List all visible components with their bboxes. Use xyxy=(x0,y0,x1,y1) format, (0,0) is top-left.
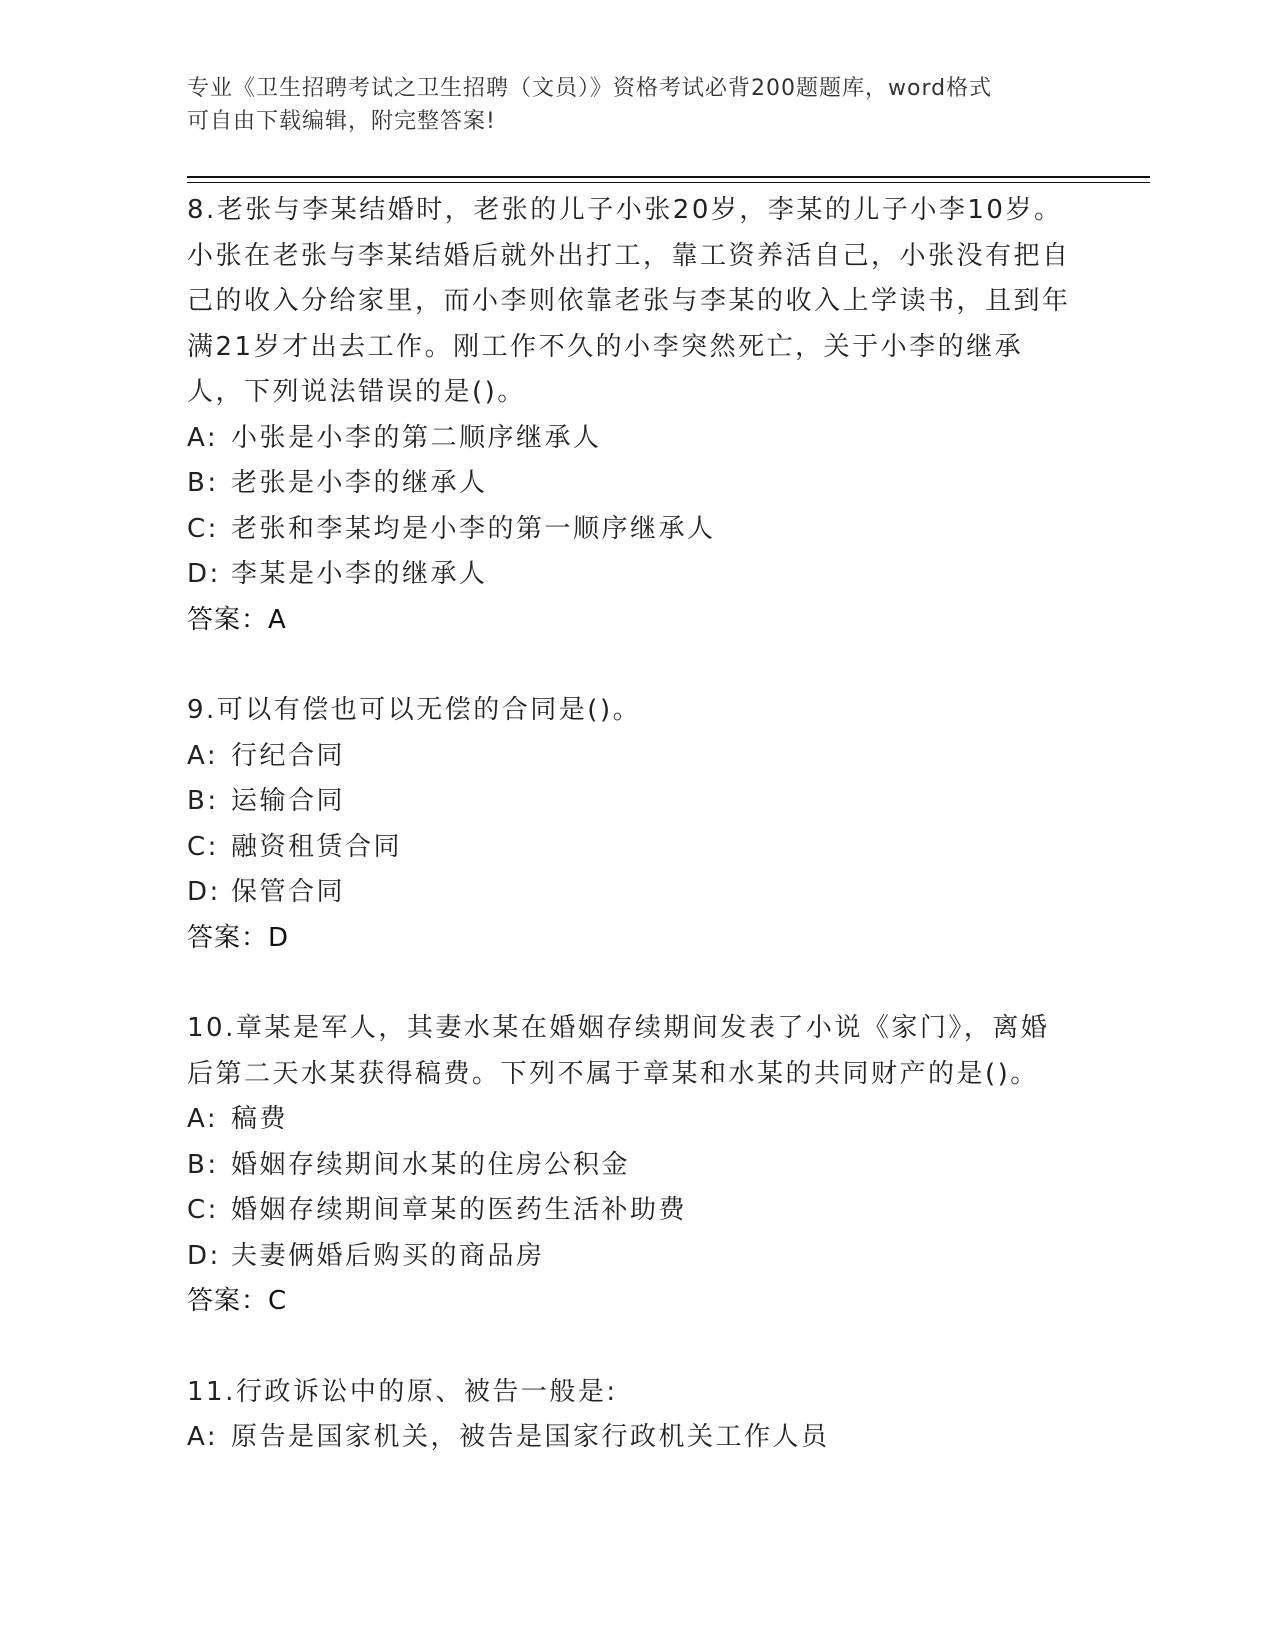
option-letter: C: xyxy=(187,513,219,544)
option-text: 李某是小李的继承人 xyxy=(231,559,488,589)
option-letter: D: xyxy=(187,1240,221,1271)
option-letter: A: xyxy=(187,422,219,453)
option-text: 婚姻存续期间水某的住房公积金 xyxy=(231,1149,631,1180)
option-text: 老张和李某均是小李的第一顺序继承人 xyxy=(231,513,716,544)
option-b xyxy=(187,1143,1077,1189)
option-letter: C: xyxy=(187,1195,219,1225)
question-8 xyxy=(187,188,1077,643)
option-text: 运输合同 xyxy=(231,786,346,816)
option-letter: A: xyxy=(187,1104,219,1134)
option-letter: B: xyxy=(187,786,219,816)
option-a xyxy=(187,1415,1077,1461)
question-stem: 10.章某是军人，其妻水某在婚姻存续期间发表了小说《家门》，离婚后第二天水某获得稿费。下列不属于章某和水某的共同财产的是()。 xyxy=(187,1013,1050,1089)
header-title-line-1: 专业《卫生招聘考试之卫生招聘（文员）》资格考试必背200题题库，word格式 xyxy=(187,76,993,101)
option-letter: A: xyxy=(187,740,219,771)
header-divider xyxy=(187,176,1150,183)
option-letter: B: xyxy=(187,468,219,498)
option-text: 保管合同 xyxy=(231,877,346,907)
option-c xyxy=(187,1188,1077,1234)
question-stem: 8.老张与李某结婚时，老张的儿子小张20岁，李某的儿子小李10岁。小张在老张与李某结婚后就外出打工，靠工资养活自己，小张没有把自己的收入分给家里，而小李则依靠老张与李某的收入上学读书，且到年满21岁才出去工作。刚工作不久的小李突然死亡，关于小李的继承人，下列说法错误的是()。 xyxy=(187,195,1071,407)
question-stem: 11.行政诉讼中的原、被告一般是: xyxy=(187,1376,618,1407)
option-b xyxy=(187,461,1077,507)
option-d xyxy=(187,870,1077,916)
option-text: 稿费 xyxy=(231,1104,289,1134)
option-letter: B: xyxy=(187,1149,219,1180)
question-9 xyxy=(187,688,1077,961)
document-header xyxy=(187,72,1087,138)
question-10 xyxy=(187,1006,1077,1325)
option-letter: D: xyxy=(187,559,221,589)
option-text: 婚姻存续期间章某的医药生活补助费 xyxy=(231,1195,688,1225)
option-a xyxy=(187,416,1077,462)
option-c xyxy=(187,507,1077,553)
option-letter: C: xyxy=(187,831,219,862)
answer-label: 答案：C xyxy=(187,1286,288,1316)
option-d xyxy=(187,552,1077,598)
option-a xyxy=(187,1097,1077,1143)
answer-label: 答案：D xyxy=(187,922,290,953)
option-c xyxy=(187,825,1077,871)
option-text: 老张是小李的继承人 xyxy=(231,468,488,498)
option-letter: D: xyxy=(187,877,221,907)
option-text: 小张是小李的第二顺序继承人 xyxy=(231,422,602,453)
question-list xyxy=(187,188,1077,1506)
option-b xyxy=(187,779,1077,825)
header-title-line-2: 可自由下载编辑，附完整答案! xyxy=(187,109,496,134)
option-d xyxy=(187,1234,1077,1280)
option-text: 夫妻俩婚后购买的商品房 xyxy=(231,1240,545,1271)
question-11 xyxy=(187,1370,1077,1461)
option-text: 行纪合同 xyxy=(231,740,346,771)
option-letter: A: xyxy=(187,1422,219,1452)
option-text: 融资租赁合同 xyxy=(231,831,403,862)
question-stem: 9.可以有偿也可以无偿的合同是()。 xyxy=(187,695,642,725)
answer-label: 答案：A xyxy=(187,604,287,635)
option-text: 原告是国家机关，被告是国家行政机关工作人员 xyxy=(231,1422,830,1452)
option-a xyxy=(187,734,1077,780)
